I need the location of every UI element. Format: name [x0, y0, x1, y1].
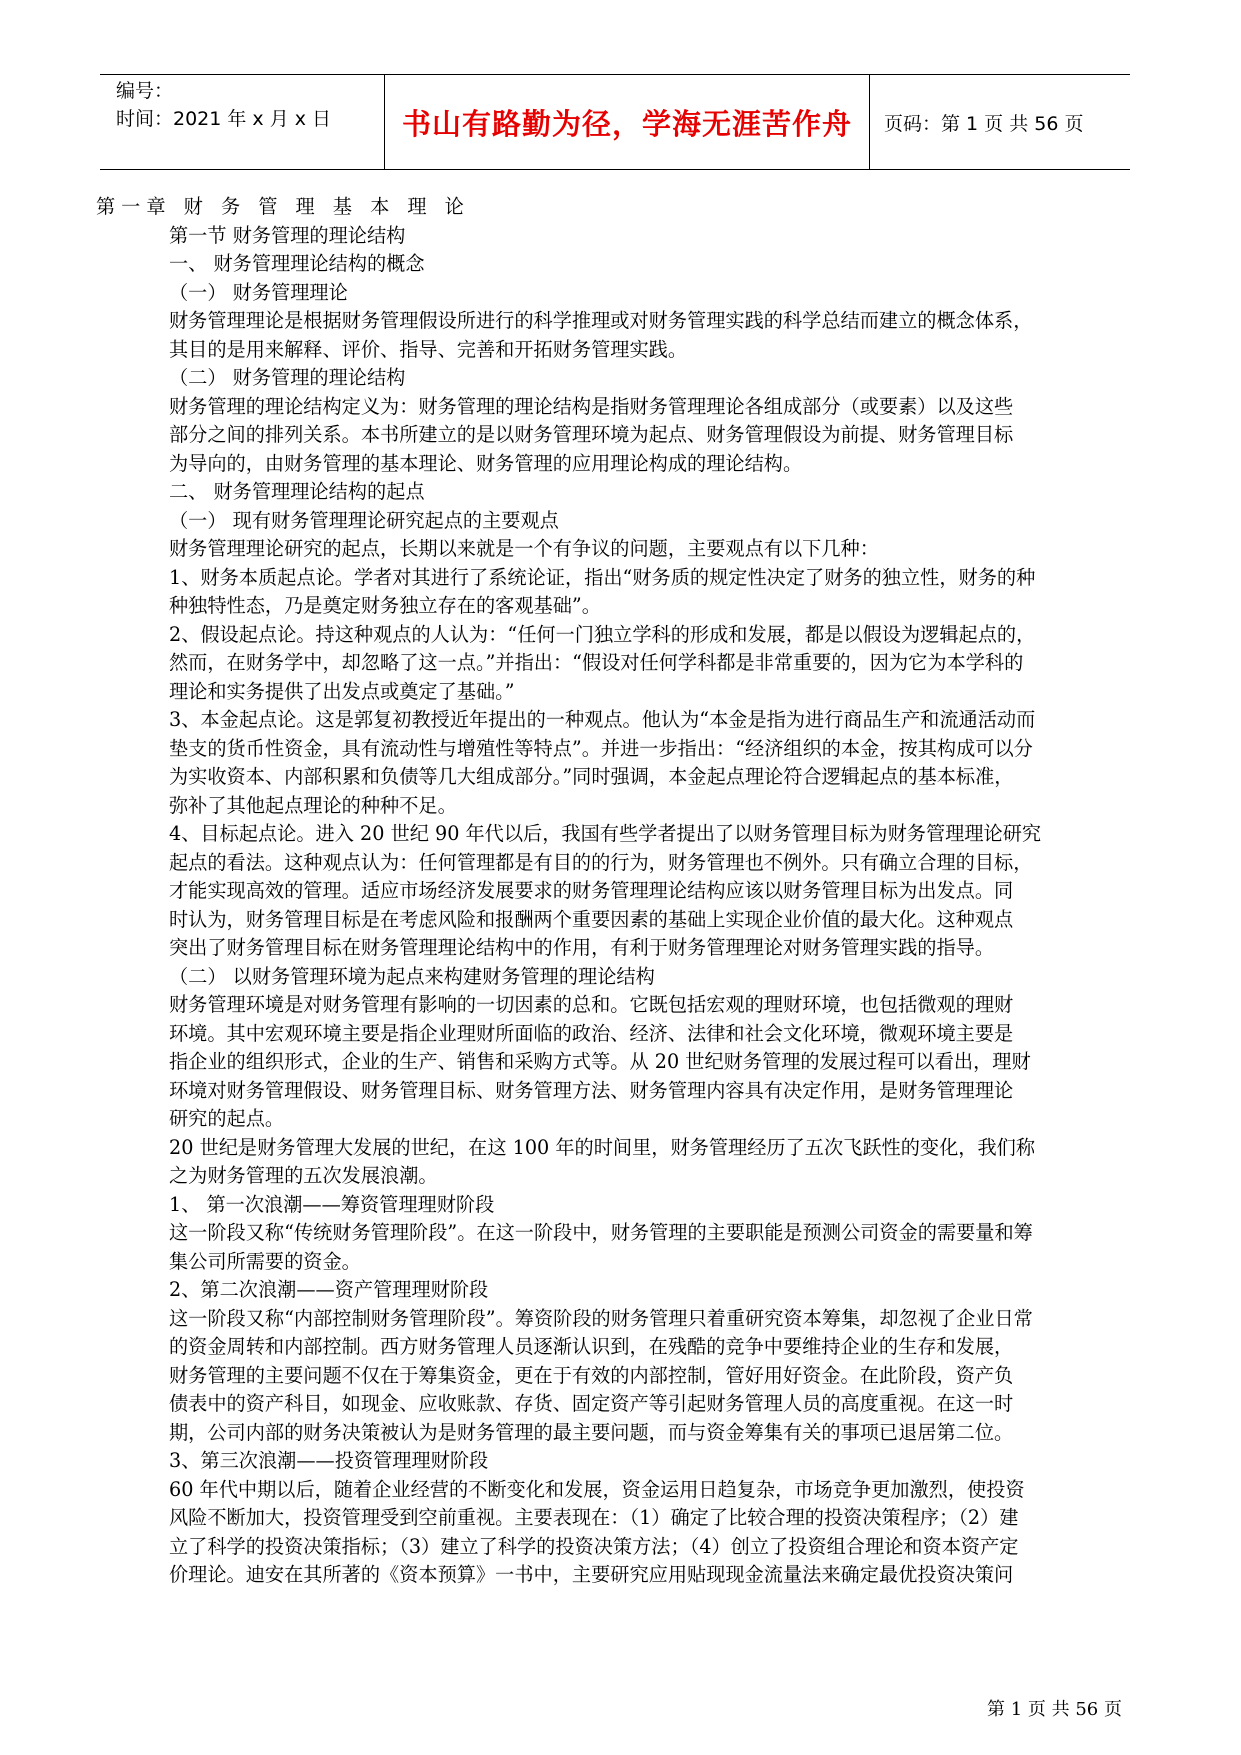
text-line: 垫支的货币性资金，具有流动性与增殖性等特点”。并进一步指出：“经济组织的本金，按其构成可以分 — [169, 736, 1033, 760]
list-heading: 2、第二次浪潮——资产管理理财阶段 — [169, 1278, 489, 1301]
text-line: 财务管理的主要问题不仅在于筹集资金，更在于有效的内部控制，管好用好资金。在此阶段，资产负 — [169, 1363, 1014, 1387]
header-meta — [100, 75, 385, 169]
subheading: （一） 现有财务管理理论研究起点的主要观点 — [169, 508, 559, 532]
text-line: 环境。其中宏观环境主要是指企业理财所面临的政治、经济、法律和社会文化环境，微观环境主要是 — [169, 1021, 1014, 1045]
header-motto: 书山有路勤为径，学海无涯苦作舟 — [385, 75, 870, 169]
list-heading: 1、 第一次浪潮——筹资管理理财阶段 — [169, 1192, 495, 1216]
text-line: 时认为，财务管理目标是在考虑风险和报酬两个重要因素的基础上实现企业价值的最大化。这种观点 — [169, 907, 1014, 931]
list-heading: 3、第三次浪潮——投资管理理财阶段 — [169, 1449, 489, 1472]
text-line: 为导向的，由财务管理的基本理论、财务管理的应用理论构成的理论结构。 — [169, 451, 803, 475]
text-line: 价理论。迪安在其所著的《资本预算》一书中，主要研究应用贴现现金流量法来确定最优投资决策问 — [169, 1563, 1014, 1586]
text-line: 才能实现高效的管理。适应市场经济发展要求的财务管理理论结构应该以财务管理目标为出发点。同 — [169, 879, 1014, 902]
time-label: 时间：2021 年 x 月 x 日 — [116, 108, 332, 130]
text-line: 财务管理理论研究的起点，长期以来就是一个有争议的问题，主要观点有以下几种： — [169, 537, 879, 560]
text-line: 起点的看法。这种观点认为：任何管理都是有目的的行为，财务管理也不例外。只有确立合理的目标， — [169, 850, 1033, 874]
text-line: 研究的起点。 — [169, 1107, 285, 1130]
page-footer: 第 1 页 共 56 页 — [987, 1699, 1122, 1720]
text-line: 之为财务管理的五次发展浪潮。 — [169, 1164, 438, 1187]
chapter-title: 第一章 财 务 管 理 基 本 理 论 — [96, 195, 470, 218]
text-line: 2、假设起点论。持这种观点的人认为：“任何一门独立学科的形成和发展，都是以假设为逻辑起点的， — [169, 622, 1036, 646]
number-label: 编号： — [116, 80, 174, 102]
text-line: 然而，在财务学中，却忽略了这一点。”并指出：“假设对任何学科都是非常重要的，因为它为本学科的 — [169, 651, 1024, 674]
section-title: 第一节 财务管理的理论结构 — [169, 223, 406, 247]
text-line: 财务管理环境是对财务管理有影响的一切因素的总和。它既包括宏观的理财环境，也包括微观的理财 — [169, 993, 1014, 1016]
text-line: 的资金周转和内部控制。西方财务管理人员逐渐认识到，在残酷的竞争中要维持企业的生存和发展， — [169, 1335, 1014, 1358]
text-line: 20 世纪是财务管理大发展的世纪，在这 100 年的时间里，财务管理经历了五次飞跃性的变化，我们称 — [169, 1135, 1036, 1159]
text-line: 这一阶段又称“内部控制财务管理阶段”。筹资阶段的财务管理只着重研究资本筹集，却忽视了企业日常 — [169, 1306, 1033, 1330]
text-line: 环境对财务管理假设、财务管理目标、财务管理方法、财务管理内容具有决定作用，是财务管理理论 — [169, 1078, 1014, 1102]
text-line: 60 年代中期以后，随着企业经营的不断变化和发展，资金运用日趋复杂，市场竞争更加激烈，使投资 — [169, 1477, 1025, 1501]
subheading: （二） 以财务管理环境为起点来构建财务管理的理论结构 — [169, 964, 655, 988]
text-line: 其目的是用来解释、评价、指导、完善和开拓财务管理实践。 — [169, 337, 688, 361]
subheading: （二） 财务管理的理论结构 — [169, 366, 406, 389]
heading: 一、 财务管理理论结构的概念 — [169, 252, 425, 275]
text-line: 集公司所需要的资金。 — [169, 1249, 361, 1273]
header-page-info: 页码：第 1 页 共 56 页 — [884, 112, 1084, 135]
text-line: 部分之间的排列关系。本书所建立的是以财务管理环境为起点、财务管理假设为前提、财务管理目标 — [169, 423, 1014, 446]
text-line: 风险不断加大，投资管理受到空前重视。主要表现在：（1）确定了比较合理的投资决策程序；（2）建 — [169, 1506, 1019, 1529]
text-line: 为实收资本、内部积累和负债等几大组成部分。”同时强调，本金起点理论符合逻辑起点的基本标准， — [169, 765, 1014, 788]
page-header — [100, 74, 1130, 170]
text-line: 期，公司内部的财务决策被认为是财务管理的最主要问题，而与资金筹集有关的事项已退居第二位。 — [169, 1420, 1014, 1444]
subheading: （一） 财务管理理论 — [169, 280, 348, 304]
text-line: 财务管理理论是根据财务管理假设所进行的科学推理或对财务管理实践的科学总结而建立的概念体系， — [169, 309, 1033, 332]
text-line: 4、目标起点论。进入 20 世纪 90 年代以后，我国有些学者提出了以财务管理目标为财务管理理论研究 — [169, 822, 1042, 845]
text-line: 指企业的组织形式，企业的生产、销售和采购方式等。从 20 世纪财务管理的发展过程可以看出，理财 — [169, 1050, 1031, 1073]
text-line: 3、本金起点论。这是郭复初教授近年提出的一种观点。他认为“本金是指为进行商品生产和流通活动而 — [169, 708, 1036, 731]
text-line: 种独特性态，乃是奠定财务独立存在的客观基础”。 — [169, 594, 601, 617]
text-line: 弥补了其他起点理论的种种不足。 — [169, 793, 457, 817]
text-line: 这一阶段又称“传统财务管理阶段”。在这一阶段中，财务管理的主要职能是预测公司资金的需要量和筹 — [169, 1221, 1033, 1244]
document-body — [96, 193, 1146, 1590]
text-line: 财务管理的理论结构定义为：财务管理的理论结构是指财务管理理论各组成部分（或要素）以及这些 — [169, 394, 1014, 418]
heading: 二、 财务管理理论结构的起点 — [169, 480, 425, 503]
text-line: 1、财务本质起点论。学者对其进行了系统论证，指出“财务质的规定性决定了财务的独立性，财务的种 — [169, 565, 1036, 589]
text-line: 突出了财务管理目标在财务管理理论结构中的作用，有利于财务管理理论对财务管理实践的指导。 — [169, 936, 995, 959]
text-line: 立了科学的投资决策指标；（3）建立了科学的投资决策方法；（4）创立了投资组合理论和资本资产定 — [169, 1534, 1019, 1558]
text-line: 债表中的资产科目，如现金、应收账款、存货、固定资产等引起财务管理人员的高度重视。在这一时 — [169, 1392, 1014, 1415]
text-line: 理论和实务提供了出发点或奠定了基础。” — [169, 679, 515, 703]
